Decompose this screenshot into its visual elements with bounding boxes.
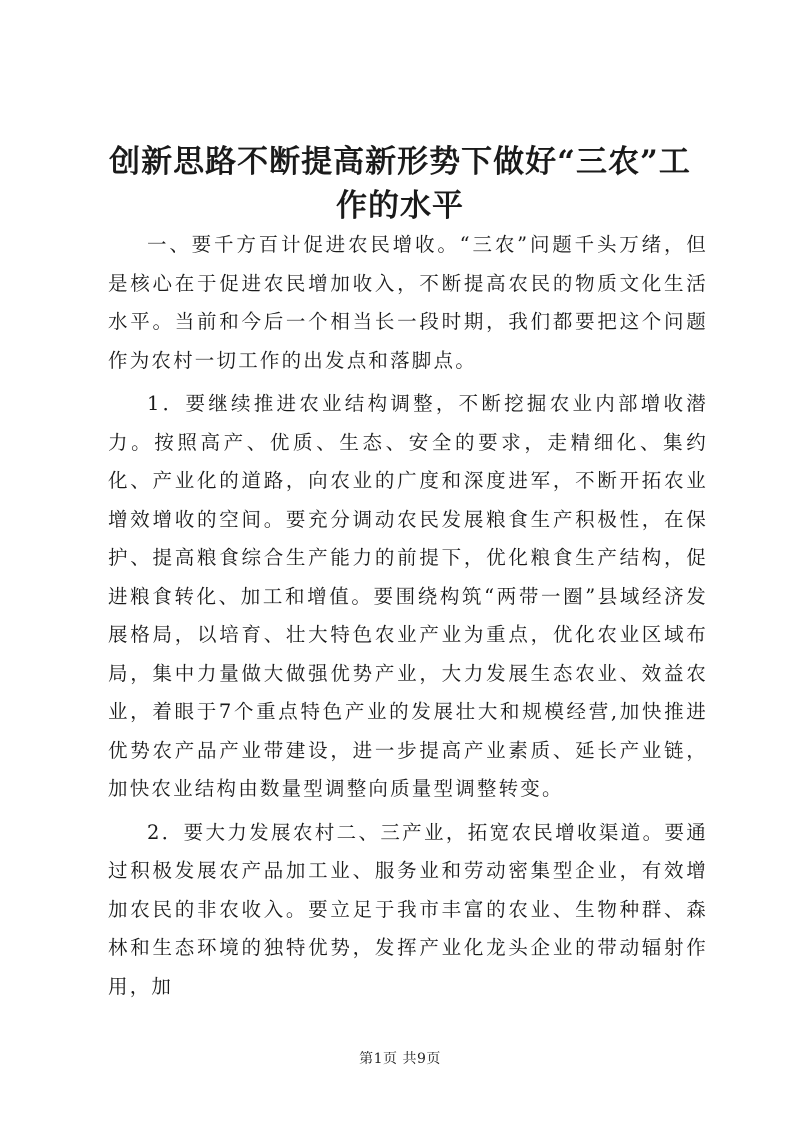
paragraph-item-2: 2．要大力发展农村二、三产业，拓宽农民增收渠道。要通过积极发展农产品加工业、服务业和劳动密集型企业，有效增加农民的非农收入。要立足于我市丰富的农业、生物种群、森林和生态环境的独特优势，发挥产业化龙头企业的带动辐射作用，加	[108, 820, 708, 998]
page-number-footer: 第1页 共9页	[359, 1051, 441, 1067]
paragraph-item-1: 1．要继续推进农业结构调整，不断挖掘农业内部增收潜力。按照高产、优质、生态、安全的要求，走精细化、集约化、产业化的道路，向农业的广度和深度进军，不断开拓农业增效增收的空间。要充分调动农民发展粮食生产积极性，在保护、提高粮食综合生产能力的前提下，优化粮食生产结构，促进粮食转化、加工和增值。要围绕构筑“两带一圈”县域经济发展格局，以培育、壮大特色农业产业为重点，优化农业区域布局，集中力量做大做强优势产业，大力发展生态农业、效益农业，着眼于7个重点特色产业的发展壮大和规模经营,加快推进优势农产品产业带建设，进一步提高产业素质、延长产业链，加快农业结构由数量型调整向质量型调整转变。	[108, 392, 708, 800]
document-body	[108, 226, 708, 1011]
document-title: 创新思路不断提高新形势下做好“三农”工作的水平	[109, 144, 691, 224]
paragraph-intro: 一、要千方百计促进农民增收。“三农”问题千头万绪，但是核心在于促进农民增加收入，不断提高农民的物质文化生活水平。当前和今后一个相当长一段时期，我们都要把这个问题作为农村一切工作的出发点和落脚点。	[108, 233, 708, 372]
